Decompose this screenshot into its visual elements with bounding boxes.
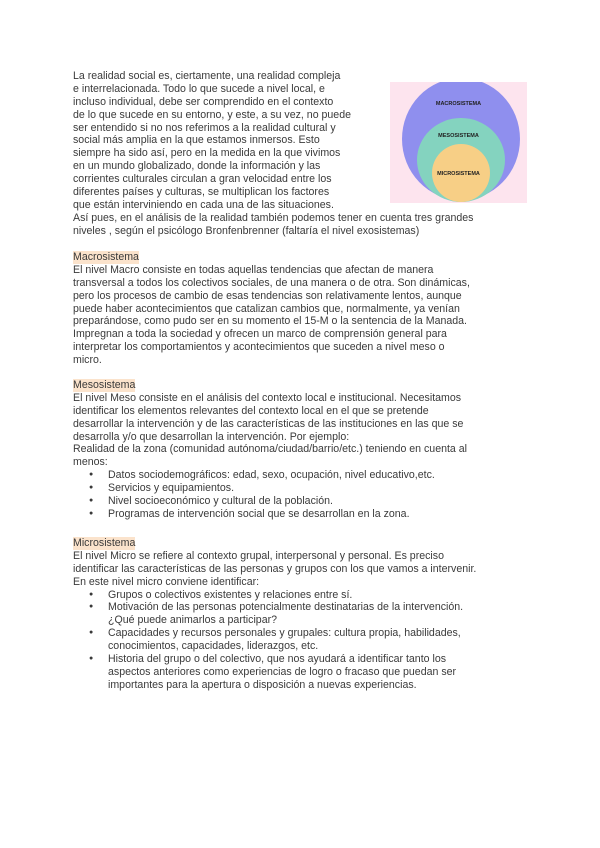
text-line: preparándose, como pudo ser en su momento el 15-M o la sentencia de la Manada. (73, 315, 467, 328)
text-line: El nivel Macro consiste en todas aquellas tendencias que afectan de manera (73, 263, 434, 276)
text-line: identificar las características de las personas y grupos con los que vamos a intervenir. (73, 562, 477, 575)
bullet-icon: ● (89, 590, 94, 598)
text-line: e interrelacionada. Todo lo que sucede a nivel local, e (73, 82, 325, 95)
section-heading-row (73, 251, 470, 264)
bullet-icon: ● (89, 471, 94, 479)
text-line: incluso individual, debe ser comprendido en el contexto (73, 95, 334, 108)
text-line: desarrolla y/o que desarrollan la intervención. Por ejemplo: (73, 430, 350, 443)
section-heading: Mesosistema (73, 379, 136, 391)
text-line: siempre ha sido así, pero en la medida en la que vivimos (73, 147, 341, 160)
macrosystem-section (73, 251, 470, 367)
text-line: de lo que sucede en su entorno, y este, a su vez, no puede (73, 108, 351, 121)
text-line: identificar los elementos relevantes del contexto local en el que se pretende (73, 404, 429, 417)
text-line: Realidad de la zona (comunidad autónoma/ciudad/barrio/etc.) teniendo en cuenta al (73, 443, 467, 456)
bullet-icon: ● (89, 655, 94, 663)
section-heading: Microsistema (73, 537, 136, 549)
bullet-icon: ● (89, 484, 94, 492)
bullet-item-line: ● Programas de intervención social que se desarrollan en la zona. (89, 507, 410, 520)
section-heading: Macrosistema (73, 251, 139, 263)
text-line: pero los procesos de cambio de esas tendencias son relativamente lentos, aunque (73, 289, 462, 302)
text-line: social más amplia en la que estamos inmersos. Esto (73, 134, 320, 147)
text-line: desarrollar la intervención y de las características de las instituciones en las que se (73, 417, 464, 430)
microsystem-section (73, 537, 476, 692)
bullet-item-line: ● Grupos o colectivos existentes y relaciones entre sí. (89, 588, 353, 601)
bullet-icon: ● (89, 629, 94, 637)
text-line: En este nivel micro conviene identificar: (73, 575, 260, 588)
text-line: que están interviniendo en cada una de las situaciones. (73, 198, 334, 211)
text-line: interpretar los comportamientos y acontecimientos que suceden a nivel meso o (73, 341, 445, 354)
section-heading-row (73, 379, 467, 392)
bullet-item-line: ● Capacidades y recursos personales y grupales: cultura propia, habilidades, (89, 627, 461, 640)
text-line: transversal a todos los colectivos sociales, de una manera o de otra. Son dinámicas, (73, 276, 470, 289)
bullet-item-line: ● Historia del grupo o del colectivo, que nos ayudará a identificar tanto los (89, 653, 447, 666)
mesosystem-section (73, 379, 467, 521)
text-line: ser entendido si no nos referimos a la realidad cultural y (73, 121, 336, 134)
text-line: corrientes culturales circulan a gran velocidad entre los (73, 173, 332, 186)
text-line: El nivel Meso consiste en el análisis del contexto local e institucional. Necesitamos (73, 391, 462, 404)
text-line: diferentes países y culturas, se multiplican los factores (73, 186, 330, 199)
text-line: en un mundo globalizado, donde la información y las (73, 160, 321, 173)
bullet-item-line: ● Nivel socioeconómico y cultural de la población. (89, 495, 333, 508)
bullet-item-line: ● Datos sociodemográficos: edad, sexo, ocupación, nivel educativo,etc. (89, 469, 435, 482)
bronfenbrenner-diagram (390, 82, 527, 203)
text-line: Así pues, en el análisis de la realidad también podemos tener en cuenta tres grandes (73, 211, 474, 224)
bullet-icon: ● (89, 603, 94, 611)
bullet-item-line: aspectos anteriores como experiencias de logro o fracaso que puedan ser (108, 665, 457, 678)
microsystem-label: MICROSISTEMA (437, 171, 480, 177)
bullet-item-line: ¿Qué puede animarlos a participar? (108, 614, 278, 627)
bullet-item-line: ● Motivación de las personas potencialmente destinatarias de la intervención. (89, 601, 464, 614)
section-heading-row (73, 537, 476, 550)
mesosystem-label: MESOSISTEMA (438, 133, 479, 139)
bullet-item-line: conocimientos, capacidades, liderazgos, etc. (108, 640, 319, 653)
bullet-icon: ● (89, 497, 94, 505)
text-line: niveles , según el psicólogo Bronfenbrenner (faltaría el nivel exosistemas) (73, 224, 420, 237)
text-line: El nivel Micro se refiere al contexto grupal, interpersonal y personal. Es preciso (73, 549, 444, 562)
text-line: puede haber acontecimientos que catalizan cambios que, normalmente, ya venían (73, 302, 460, 315)
bullet-item-line: importantes para la apertura o disposición a nuevas experiencias. (108, 678, 417, 691)
bullet-icon: ● (89, 509, 94, 517)
text-line: La realidad social es, ciertamente, una realidad compleja (73, 70, 341, 82)
text-line: Impregnan a toda la sociedad y ofrecen un marco de comprensión general para (73, 328, 447, 341)
macrosystem-label: MACROSISTEMA (435, 101, 482, 107)
bullet-item-line: ● Servicios y equipamientos. (89, 482, 235, 495)
text-line: menos: (73, 456, 108, 469)
text-line: micro. (73, 354, 102, 367)
